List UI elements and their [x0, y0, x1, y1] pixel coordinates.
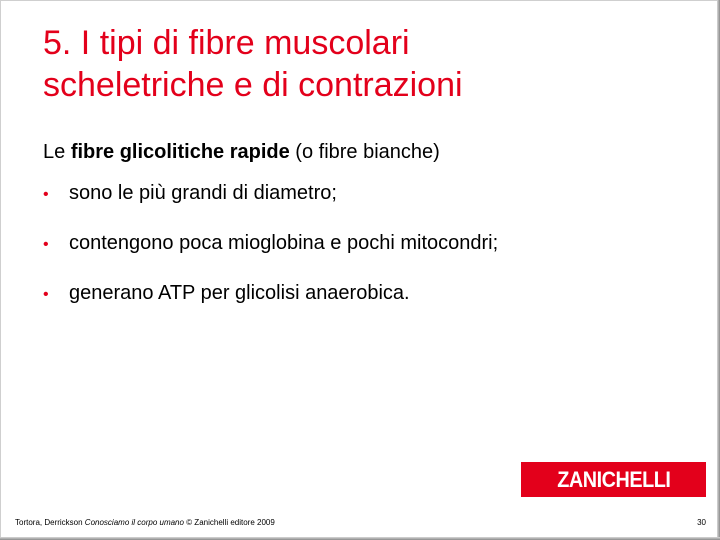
- slide-title-line-1: 5. I tipi di fibre muscolari: [43, 24, 410, 62]
- bullet-item: [43, 280, 498, 330]
- logo-text: ZANICHELLI: [556, 466, 671, 492]
- intro-suffix: (o fibre bianche): [289, 141, 440, 163]
- intro-prefix: Le: [43, 141, 71, 163]
- bullet-dot-icon: •: [43, 186, 49, 203]
- footer-book-title: Conosciamo il corpo umano: [84, 518, 184, 527]
- intro-text: [43, 139, 440, 165]
- zanichelli-logo: [521, 462, 706, 497]
- intro-bold: fibre glicolitiche rapide: [70, 141, 290, 163]
- bullet-text: contengono poca mioglobina e pochi mitocondri;: [69, 232, 499, 254]
- bullet-item: [43, 230, 498, 280]
- slide-title: [43, 22, 683, 106]
- page-number: 30: [697, 518, 706, 527]
- bullet-text: sono le più grandi di diametro;: [69, 182, 337, 204]
- bullet-dot-icon: •: [43, 236, 49, 253]
- bullet-dot-icon: •: [43, 286, 49, 303]
- bullet-list: [43, 180, 498, 330]
- slide-title-line-2: scheletriche e di contrazioni: [43, 66, 463, 104]
- slide-border-left: [0, 0, 1, 540]
- footer-citation: [15, 518, 275, 527]
- bullet-item: [43, 180, 498, 230]
- bullet-text: generano ATP per glicolisi anaerobica.: [69, 282, 410, 304]
- footer-authors: Tortora, Derrickson: [15, 518, 85, 527]
- slide-border-top: [0, 0, 720, 1]
- footer-publisher: © Zanichelli editore 2009: [183, 518, 275, 527]
